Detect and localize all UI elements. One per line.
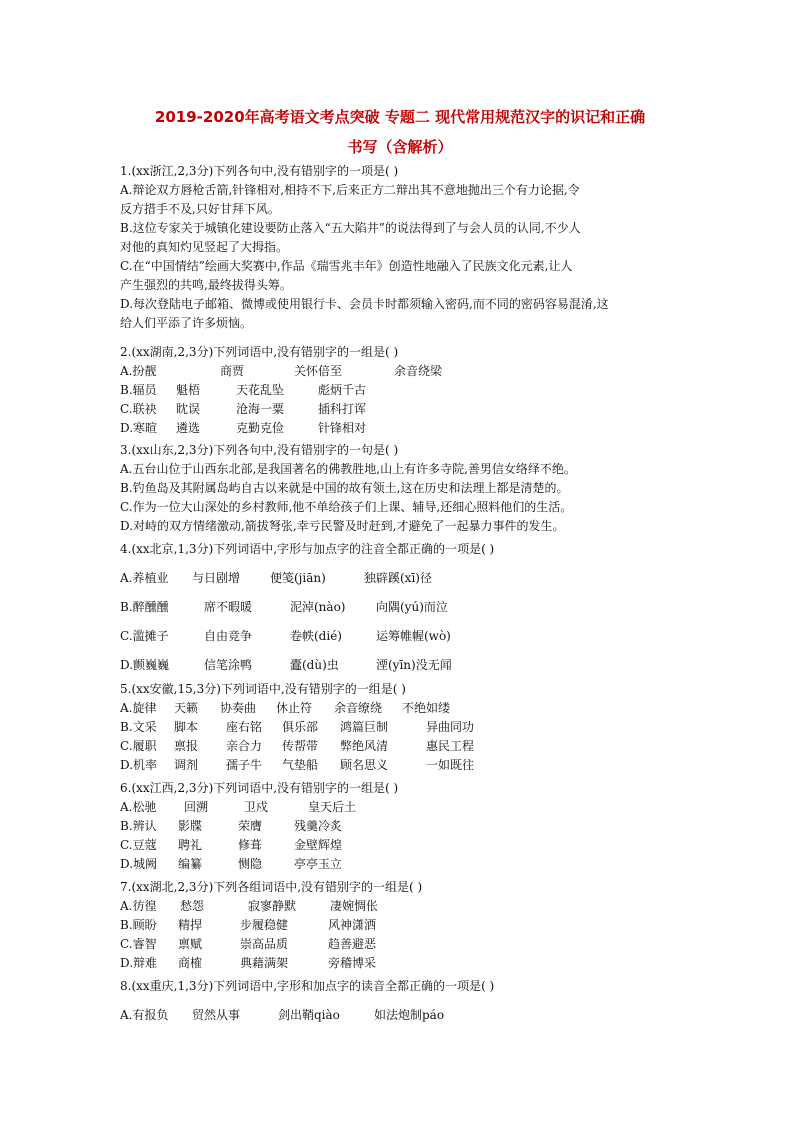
option-word: 聘礼 [178,838,203,852]
option-word: 编纂 [178,857,203,871]
option-word: 气垫船 [282,758,319,772]
question-4-option-c [120,628,451,644]
option-word: 荣膺 [238,819,263,833]
question-3-stem: 3.(xx山东,2,3分)下列各句中,没有错别字的一句是( ) [120,443,399,457]
option-word: 寂寥静默 [248,899,297,913]
option-word: 愁怨 [180,899,205,913]
question-5-option-c [120,738,474,754]
option-word: D.辩难 [120,956,158,970]
option-word: 崇高品质 [240,937,289,951]
option-word: 卫戍 [244,800,269,814]
question-1-option-d-line-2: 给人们平添了许多烦恼。 [120,316,253,330]
question-2-option-a [120,363,442,379]
option-word: 信笔涂鸭 [204,658,253,672]
option-word: 调剂 [174,758,199,772]
question-1-stem: 1.(xx浙江,2,3分)下列各句中,没有错别字的一项是( ) [120,164,399,178]
option-word: 皇天后土 [308,800,357,814]
option-word: 不绝如缕 [402,701,451,715]
option-word: 回溯 [184,800,209,814]
option-word: 亲合力 [226,739,263,753]
document-title-line-2: 书写（含解析） [347,138,453,156]
question-1-option-b-line-1: B.这位专家关于城镇化建设要防止落入“五大陷井”的说法得到了与会人员的认同,不少人 [120,221,581,235]
option-word: 席不暇暖 [204,600,253,614]
question-8-option-a [120,1007,444,1023]
option-word: 惠民工程 [426,739,475,753]
option-word: D.机率 [120,758,158,772]
question-7-option-a [120,898,378,914]
option-word: 独辟蹊(xī)径 [364,571,432,585]
option-word: 俱乐部 [282,720,319,734]
question-3-option-b: B.钓鱼岛及其附属岛屿自古以来就是中国的故有领土,这在历史和法理上都是清楚的。 [120,481,569,495]
option-word: 沧海一粟 [236,402,285,416]
option-word: 脚本 [174,720,199,734]
option-word: C.滥摊子 [120,629,169,643]
question-7-option-c [120,936,376,952]
option-word: 卷帙(dié) [290,629,342,643]
option-word: B.醉醺醺 [120,600,169,614]
option-word: 亭亭玉立 [294,857,343,871]
option-word: D.城阙 [120,857,158,871]
option-word: 商榷 [178,956,203,970]
question-5-stem: 5.(xx安徽,15,3分)下列词语中,没有错别字的一组是( ) [120,682,406,696]
question-1-option-b-line-2: 对他的真知灼见竖起了大拇指。 [120,240,289,254]
question-2-stem: 2.(xx湖南,2,3分)下列词语中,没有错别字的一组是( ) [120,345,399,359]
option-word: 天花乱坠 [236,383,285,397]
option-word: A.养植业 [120,571,169,585]
question-7-stem: 7.(xx湖北,2,3分)下列各组词语中,没有错别字的一组是( ) [120,880,423,894]
option-word: B.辨认 [120,819,157,833]
question-7-option-b [120,917,376,933]
question-8-stem: 8.(xx重庆,1,3分)下列词语中,字形和加点字的读音全都正确的一项是( ) [120,979,495,993]
option-word: 顾名思义 [340,758,389,772]
option-word: 向隅(yú)而泣 [376,600,448,614]
option-word: 贸然从事 [192,1008,241,1022]
question-5-option-a [120,700,450,716]
option-word: 一如既往 [426,758,475,772]
option-word: 彪炳千古 [318,383,367,397]
question-5-option-d [120,757,474,773]
option-word: D.颤巍巍 [120,658,170,672]
option-word: C.睿智 [120,937,157,951]
option-word: 鸿篇巨制 [340,720,389,734]
option-word: 金壁辉煌 [294,838,343,852]
question-3-option-d: D.对峙的双方情绪激动,箭拔弩张,幸亏民警及时赶到,才避免了一起暴力事件的发生。 [120,519,565,533]
option-word: A.有报负 [120,1008,169,1022]
question-4-stem: 4.(xx北京,1,3分)下列词语中,字形与加点字的注音全都正确的一项是( ) [120,542,495,556]
question-6-stem: 6.(xx江西,2,3分)下列词语中,没有错别字的一组是( ) [120,781,399,795]
option-word: 魁梧 [176,383,201,397]
option-word: B.辐员 [120,383,157,397]
option-word: 泥淖(nào) [290,600,346,614]
question-6-option-a [120,799,356,815]
question-6-option-d [120,856,342,872]
option-word: 座右铭 [226,720,263,734]
question-3-option-a: A.五台山位于山西东北部,是我国著名的佛教胜地,山上有许多寺院,善男信女络绎不绝。 [120,462,576,476]
option-word: 修葺 [238,838,263,852]
option-word: 步履稳健 [240,918,289,932]
option-word: 典藉满架 [240,956,289,970]
option-word: 孺子牛 [226,758,263,772]
question-2-option-b [120,382,366,398]
option-word: 精捍 [178,918,203,932]
option-word: 便笺(jiān) [270,571,326,585]
question-6-option-b [120,818,342,834]
option-word: 休止符 [276,701,313,715]
option-word: A.彷徨 [120,899,157,913]
option-word: A.松驰 [120,800,157,814]
option-word: 传帮带 [282,739,319,753]
option-word: 协奏曲 [220,701,257,715]
option-word: 影牒 [178,819,203,833]
option-word: 风神潇洒 [328,918,377,932]
question-1-option-a-line-1: A.辩论双方唇枪舌箭,针锋相对,相持不下,后来正方二辩出其不意地抛出三个有力论据,令 [120,183,580,197]
option-word: 禀报 [174,739,199,753]
question-4-option-a [120,570,432,586]
option-word: C.豆蔻 [120,838,157,852]
question-3-option-c: C.作为一位大山深处的乡村教师,他不单给孩子们上课、辅导,还细心照料他们的生活。 [120,500,573,514]
option-word: 旁稽博采 [328,956,377,970]
option-word: 遴选 [176,421,201,435]
question-6-option-c [120,837,342,853]
question-1-option-a-line-2: 反方措手不及,只好甘拜下风。 [120,202,280,216]
option-word: 克勤克俭 [236,421,285,435]
document-title-line-1: 2019-2020年高考语文考点突破 专题二 现代常用规范汉字的识记和正确 [154,108,646,126]
question-1-option-c-line-1: C.在“中国情结”绘画大奖赛中,作品《瑞雪兆丰年》创造性地融入了民族文化元素,让人 [120,259,573,273]
question-4-option-d [120,657,452,673]
option-word: C.联袂 [120,402,157,416]
option-word: 如法炮制páo [374,1008,445,1022]
option-word: 余音缭绕 [334,701,383,715]
option-word: 残羹冷炙 [294,819,343,833]
question-2-option-c [120,401,366,417]
option-word: B.顾盼 [120,918,157,932]
question-7-option-d [120,955,376,971]
question-1-option-d-line-1: D.每次登陆电子邮箱、微博或使用银行卡、会员卡时都须输入密码,而不同的密码容易混淆,这 [120,297,609,311]
option-word: 关怀倍至 [294,364,343,378]
option-word: D.寒暄 [120,421,158,435]
question-2-option-d [120,420,366,436]
option-word: 天籁 [174,701,199,715]
option-word: 异曲同功 [426,720,475,734]
option-word: 余音绕梁 [394,364,443,378]
option-word: 针锋相对 [318,421,367,435]
question-5-option-b [120,719,474,735]
question-1-option-c-line-2: 产生强烈的共鸣,最终拔得头筹。 [120,278,292,292]
option-word: 自由竞争 [204,629,253,643]
option-word: 与日剧增 [192,571,241,585]
option-word: 插科打诨 [318,402,367,416]
option-word: 运筹帷幄(wò) [376,629,451,643]
option-word: 商贾 [220,364,245,378]
option-word: 禀赋 [178,937,203,951]
option-word: 剑出鞘qiào [278,1008,340,1022]
option-word: 弊绝风清 [340,739,389,753]
question-4-option-b [120,599,448,615]
option-word: 趋善避恶 [328,937,377,951]
option-word: A.旋律 [120,701,157,715]
option-word: 凄婉惆伥 [330,899,379,913]
option-word: 湮(yīn)没无闻 [376,658,452,672]
option-word: 眈误 [176,402,201,416]
option-word: B.文采 [120,720,157,734]
option-word: 恻隐 [238,857,263,871]
option-word: C.履职 [120,739,157,753]
option-word: 蠹(dù)虫 [290,658,339,672]
option-word: A.扮靓 [120,364,157,378]
